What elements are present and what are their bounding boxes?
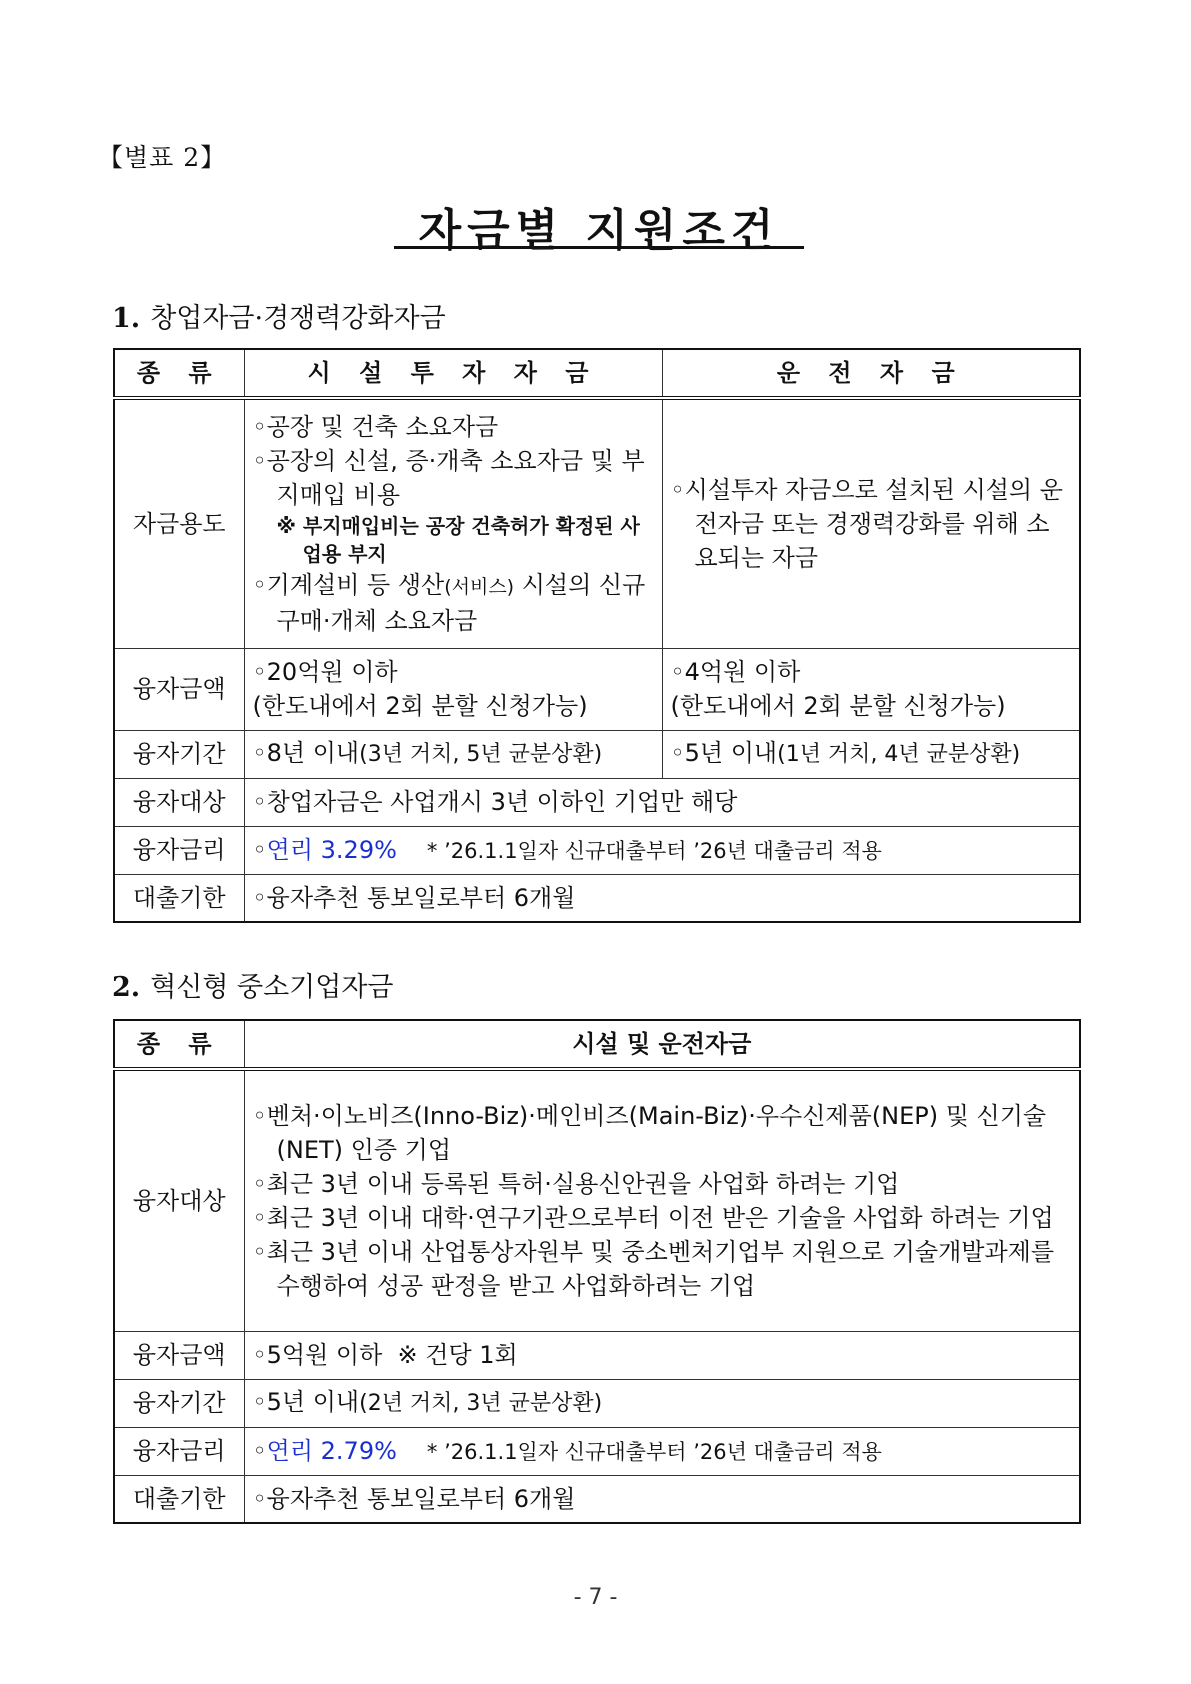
purpose-facility-text-small: (서비스) — [444, 575, 515, 598]
rate-value: 연리 2.79% — [266, 1436, 397, 1465]
row-label-amount: 융자금액 — [114, 1331, 244, 1379]
section-1-heading-text: 창업자금·경쟁력강화자금 — [150, 303, 446, 334]
purpose-facility-item: ◦공장 및 건축 소요자금 — [252, 412, 499, 441]
page-number: - 7 - — [573, 1585, 618, 1610]
deadline-value: ◦융자추천 통보일로부터 6개월 — [244, 1475, 1080, 1523]
row-label-deadline: 대출기한 — [114, 1475, 244, 1523]
table-row-deadline — [114, 1475, 1080, 1523]
purpose-facility-cell — [244, 398, 662, 648]
row-label-period: 융자기간 — [114, 730, 244, 778]
row-label-purpose: 자금용도 — [114, 398, 244, 648]
table-row-deadline — [114, 874, 1080, 922]
page-title: 자금별 지원조건 — [418, 205, 780, 256]
table-row-target — [114, 778, 1080, 826]
table-row-period — [114, 1379, 1080, 1427]
period-detail: (2년 거치, 3년 균분상환) — [359, 1391, 603, 1416]
purpose-operating-item: ◦시설투자 자금으로 설치된 시설의 운전자금 또는 경쟁력강화를 위해 소요되는 자금 — [670, 475, 1063, 572]
header-kind: 종 류 — [114, 1020, 244, 1069]
row-label-target: 융자대상 — [114, 1069, 244, 1331]
table-row-amount — [114, 1331, 1080, 1379]
section-1-table — [113, 348, 1081, 923]
rate-value: 연리 3.29% — [266, 835, 397, 864]
target-item: ◦최근 3년 이내 산업통상자원부 및 중소벤처기업부 지원으로 기술개발과제를 수행하여 성공 판정을 받고 사업화하려는 기업 — [252, 1237, 1055, 1300]
table-row-purpose — [114, 398, 1080, 648]
rate-bullet: ◦ — [252, 1436, 267, 1465]
header-funds: 시설 및 운전자금 — [244, 1020, 1080, 1069]
row-label-rate: 융자금리 — [114, 1427, 244, 1475]
title-underline — [394, 246, 804, 249]
section-1-number: 1. — [112, 303, 141, 334]
purpose-operating-cell — [662, 398, 1080, 648]
amount-facility-value: ◦20억원 이하 — [252, 658, 398, 686]
section-2-heading — [112, 965, 394, 1004]
table-row-period — [114, 730, 1080, 778]
rate-bullet: ◦ — [252, 835, 267, 864]
purpose-facility-item — [253, 568, 654, 638]
appendix-label: 【별표 2】 — [98, 143, 227, 172]
row-label-rate: 융자금리 — [114, 826, 244, 874]
row-label-target: 융자대상 — [114, 778, 244, 826]
header-facility-funds: 시 설 투 자 자 금 — [244, 349, 662, 398]
target-item: ◦최근 3년 이내 등록된 특허·실용신안권을 사업화 하려는 기업 — [252, 1169, 900, 1198]
period-operating-cell — [662, 730, 1080, 778]
period-facility-detail: (3년 거치, 5년 균분상환) — [359, 742, 603, 767]
amount-operating-value: ◦4억원 이하 — [670, 658, 801, 686]
purpose-facility-text: ◦기계설비 등 생산 — [252, 570, 445, 599]
amount-operating-note: (한도내에서 2회 분할 신청가능) — [670, 692, 1006, 720]
target-value: ◦창업자금은 사업개시 3년 이하인 기업만 해당 — [244, 778, 1080, 826]
table-header-row — [114, 349, 1080, 398]
purpose-facility-text: 시설의 신규 구매·개체 소요자금 — [276, 570, 646, 635]
amount-facility-note: (한도내에서 2회 분할 신청가능) — [252, 692, 588, 720]
target-cell — [244, 1069, 1080, 1331]
amount-facility-cell — [244, 648, 662, 730]
target-item: ◦최근 3년 이내 대학·연구기관으로부터 이전 받은 기술을 사업화 하려는 기업 — [252, 1203, 1054, 1232]
amount-operating-cell — [662, 648, 1080, 730]
rate-cell — [244, 1427, 1080, 1475]
row-label-period: 융자기간 — [114, 1379, 244, 1427]
rate-note: * ’26.1.1일자 신규대출부터 ’26년 대출금리 적용 — [426, 1439, 882, 1464]
section-1-heading — [112, 296, 446, 335]
rate-note: * ’26.1.1일자 신규대출부터 ’26년 대출금리 적용 — [426, 838, 882, 863]
header-operating-funds: 운 전 자 금 — [662, 349, 1080, 398]
row-label-deadline: 대출기한 — [114, 874, 244, 922]
purpose-facility-note: ※ 부지매입비는 공장 건축허가 확정된 사업용 부지 — [276, 513, 640, 566]
table-row-rate — [114, 826, 1080, 874]
deadline-value: ◦융자추천 통보일로부터 6개월 — [244, 874, 1080, 922]
period-cell — [244, 1379, 1080, 1427]
period-operating-value: ◦5년 이내 — [670, 739, 778, 767]
amount-value: ◦5억원 이하 ※ 건당 1회 — [244, 1331, 1080, 1379]
section-2-number: 2. — [112, 972, 141, 1003]
header-kind: 종 류 — [114, 349, 244, 398]
period-facility-cell — [244, 730, 662, 778]
section-2-table — [113, 1019, 1081, 1524]
section-2-heading-text: 혁신형 중소기업자금 — [150, 972, 394, 1003]
period-value: ◦5년 이내 — [252, 1388, 360, 1416]
period-operating-detail: (1년 거치, 4년 균분상환) — [777, 742, 1021, 767]
table-row-target — [114, 1069, 1080, 1331]
purpose-facility-item: ◦공장의 신설, 증·개축 소요자금 및 부지매입 비용 — [252, 446, 645, 509]
target-item: ◦벤처·이노비즈(Inno-Biz)·메인비즈(Main-Biz)·우수신제품(NEP) 및 신기술(NET) 인증 기업 — [252, 1101, 1047, 1164]
table-row-rate — [114, 1427, 1080, 1475]
row-label-amount: 융자금액 — [114, 648, 244, 730]
table-header-row — [114, 1020, 1080, 1069]
period-facility-value: ◦8년 이내 — [252, 739, 360, 767]
rate-cell — [244, 826, 1080, 874]
table-row-amount — [114, 648, 1080, 730]
